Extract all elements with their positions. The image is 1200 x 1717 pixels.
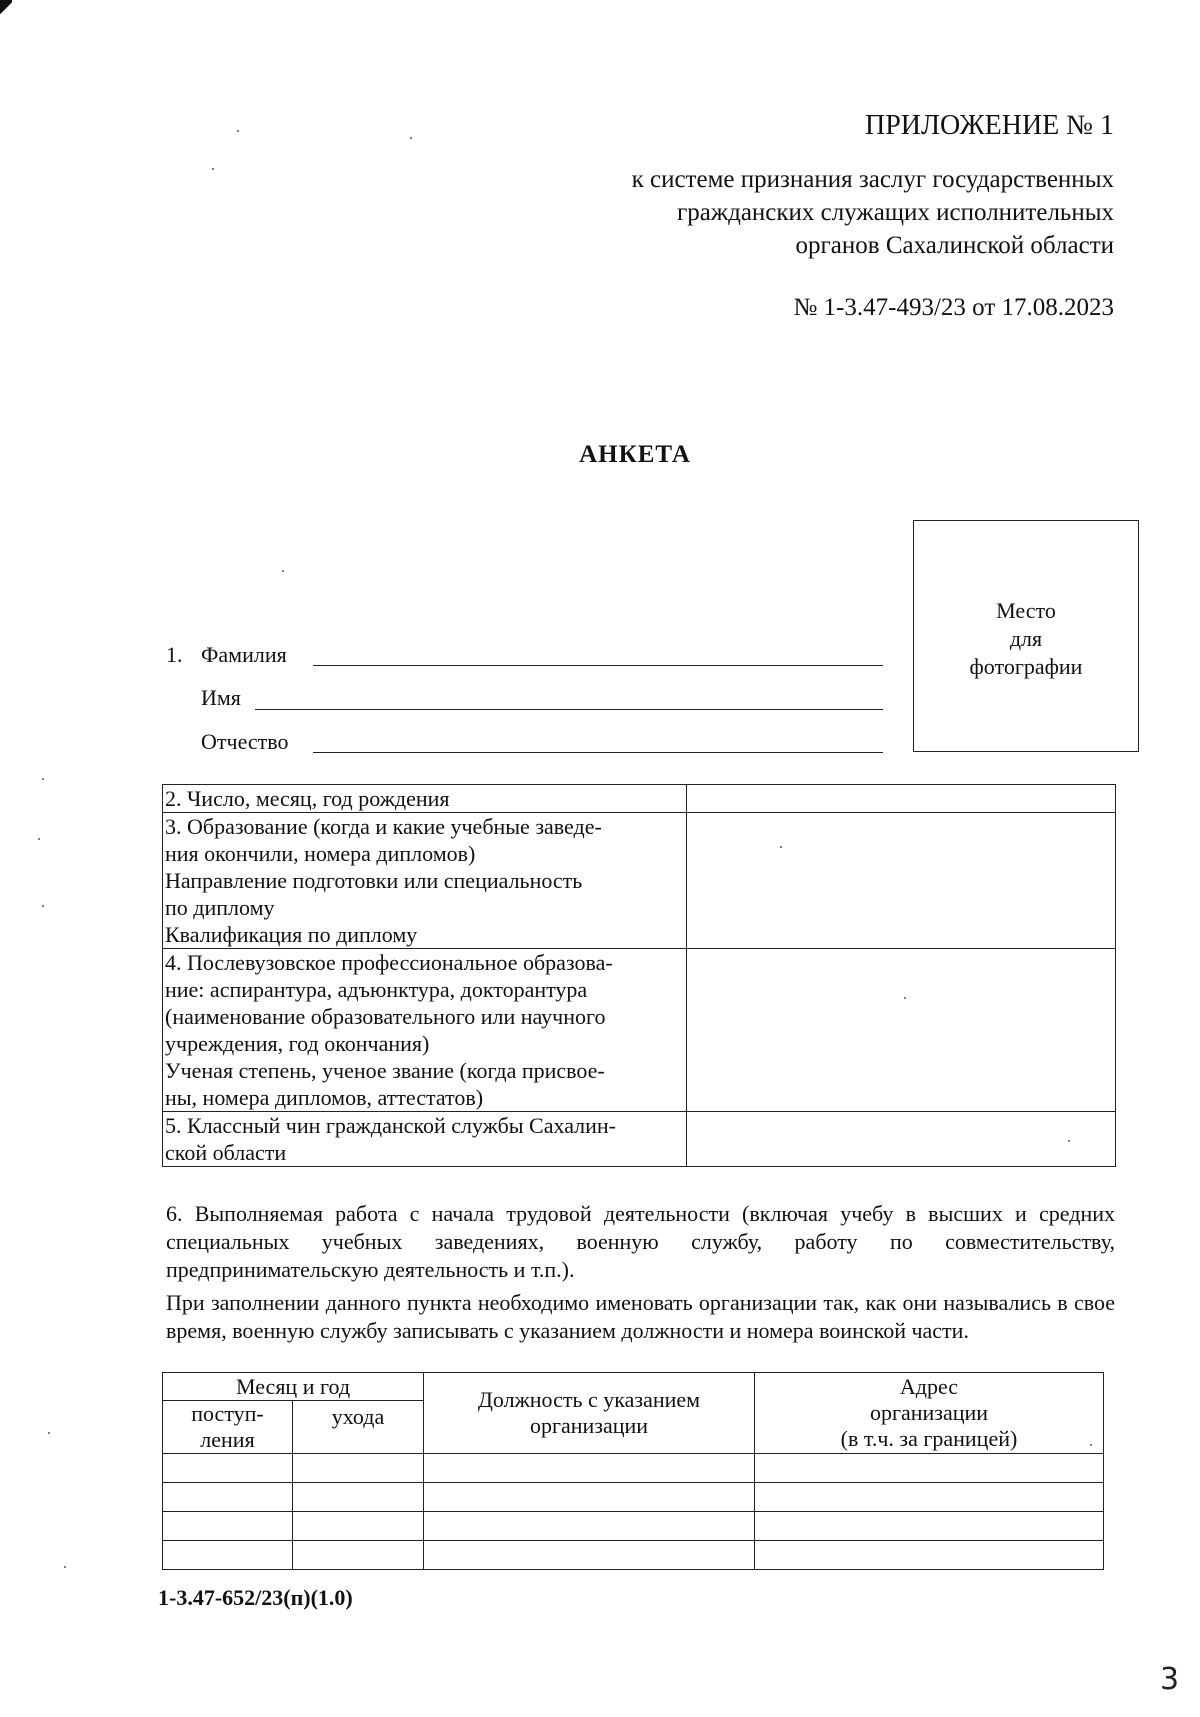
header-line: поступ- xyxy=(191,1401,264,1426)
surname-field[interactable] xyxy=(313,665,883,666)
table-cell[interactable] xyxy=(163,1483,293,1512)
section6-paragraph: 6. Выполняемая работа с начала трудовой деятельности (включая учебу в высших и средних специальных учебных заведениях, военную службу, работу по совместительству, предпринимательскую деятельность и т.п.). xyxy=(166,1201,1115,1282)
cell-text: ния окончили, номера дипломов) xyxy=(165,841,476,866)
scan-speck xyxy=(237,130,239,132)
cell-text-part: год xyxy=(288,1031,319,1056)
cell-text-part: окончания) xyxy=(324,1031,430,1056)
position-header xyxy=(424,1373,755,1454)
appendix-reference xyxy=(632,163,1114,262)
table-cell[interactable] xyxy=(163,1541,293,1570)
table-cell[interactable] xyxy=(424,1541,755,1570)
table-cell[interactable] xyxy=(424,1483,755,1512)
table-header-row xyxy=(163,1373,1104,1401)
appendix-line: органов Сахалинской области xyxy=(795,232,1114,259)
surname-label: Фамилия xyxy=(201,642,287,667)
table-cell[interactable] xyxy=(293,1512,424,1541)
table-row xyxy=(163,785,1116,813)
table-cell[interactable] xyxy=(424,1512,755,1541)
document-title: АНКЕТА xyxy=(579,441,691,468)
appendix-number: № 1-3.47-493/23 от 17.08.2023 xyxy=(793,294,1114,321)
scan-speck xyxy=(64,1566,66,1568)
table-row xyxy=(163,1512,1104,1541)
scan-speck xyxy=(48,1432,50,1434)
photo-placeholder xyxy=(913,520,1139,752)
first-name-field[interactable] xyxy=(255,709,883,710)
table-cell[interactable] xyxy=(424,1454,755,1483)
start-date-header xyxy=(163,1401,293,1454)
personal-info-table xyxy=(162,784,1116,1167)
cell-text: (наименование образовательного или научного xyxy=(165,1004,606,1029)
header-line: ления xyxy=(200,1427,255,1452)
appendix-line: к системе признания заслуг государственных xyxy=(631,166,1114,193)
scan-speck xyxy=(282,570,284,572)
table-cell[interactable] xyxy=(163,1454,293,1483)
table-cell[interactable] xyxy=(293,1483,424,1512)
patronymic-label: Отчество xyxy=(201,729,289,754)
cell-text: 5. Классный чин гражданской службы Сахалин- xyxy=(165,1113,617,1138)
scan-speck xyxy=(42,778,44,780)
photo-line: фотографии xyxy=(969,654,1083,679)
postgraduate-answer[interactable] xyxy=(687,949,1116,1112)
scan-corner-mark xyxy=(0,0,12,14)
header-line: (в т.ч. за границей) xyxy=(840,1426,1018,1451)
table-cell[interactable] xyxy=(293,1454,424,1483)
cell-text-part: ние: аспирантура, адъюнктура, докторантура xyxy=(165,977,588,1002)
page-number: 3 xyxy=(1160,1662,1180,1697)
patronymic-field[interactable] xyxy=(313,752,883,753)
table-cell[interactable] xyxy=(755,1541,1104,1570)
table-cell[interactable] xyxy=(293,1541,424,1570)
cell-text: 3. Образование (когда и какие учебные заведе- xyxy=(165,814,602,839)
header-line: организации xyxy=(529,1413,649,1438)
appendix-title: ПРИЛОЖЕНИЕ № 1 xyxy=(865,110,1114,141)
civil-rank-label xyxy=(163,1112,687,1167)
cell-text-part: учреждения, xyxy=(165,1031,284,1056)
table-row xyxy=(163,1454,1104,1483)
cell-text: Направление подготовки или специальность xyxy=(165,868,583,893)
table-row xyxy=(163,1483,1104,1512)
table-row xyxy=(163,1112,1116,1167)
table-row xyxy=(163,813,1116,949)
table-cell[interactable] xyxy=(163,1512,293,1541)
civil-rank-answer[interactable] xyxy=(687,1112,1116,1167)
photo-placeholder-text xyxy=(914,597,1138,681)
birth-date-answer[interactable] xyxy=(687,785,1116,813)
cell-text: по диплому xyxy=(165,895,275,920)
table-row xyxy=(163,1541,1104,1570)
postgraduate-label xyxy=(163,949,687,1112)
table-row xyxy=(163,949,1116,1112)
cell-text xyxy=(165,1030,683,1057)
address-header xyxy=(755,1373,1104,1454)
header-line: Адрес xyxy=(899,1374,959,1399)
table-cell[interactable] xyxy=(755,1454,1104,1483)
first-name-label: Имя xyxy=(201,685,241,710)
education-answer[interactable] xyxy=(687,813,1116,949)
table-cell[interactable] xyxy=(755,1512,1104,1541)
scan-speck xyxy=(38,838,40,840)
birth-date-label xyxy=(163,785,687,813)
scan-speck xyxy=(410,137,412,139)
table-cell[interactable] xyxy=(755,1483,1104,1512)
cell-text: 4. Послевузовское профессиональное образова- xyxy=(165,950,613,975)
month-year-header: Месяц и год xyxy=(163,1373,424,1401)
document-code: 1-3.47-652/23(п)(1.0) xyxy=(158,1585,353,1610)
appendix-line: гражданских служащих исполнительных xyxy=(676,199,1114,226)
scan-speck xyxy=(42,905,44,907)
end-date-header: ухода xyxy=(293,1401,424,1454)
work-history-table xyxy=(162,1372,1104,1570)
photo-line: для xyxy=(1009,626,1043,651)
header-line: Должность с указанием xyxy=(477,1387,701,1412)
cell-text: Квалификация по диплому xyxy=(165,922,418,947)
name-item-number: 1. xyxy=(166,642,183,667)
cell-text: ской области xyxy=(165,1140,287,1165)
education-label xyxy=(163,813,687,949)
photo-line: Место xyxy=(996,598,1056,623)
cell-text: 2. Число, месяц, год рождения xyxy=(165,786,450,811)
section6-instruction: При заполнении данного пункта необходимо именовать организации так, как они назывались в свое время, военную службу записывать с указанием должности и номера воинской части. xyxy=(166,1290,1115,1343)
scan-speck xyxy=(212,168,214,170)
cell-text xyxy=(165,976,683,1003)
cell-text: ны, номера дипломов, аттестатов) xyxy=(165,1085,484,1110)
header-line: организации xyxy=(869,1400,989,1425)
cell-text: Ученая степень, ученое звание (когда присвое- xyxy=(165,1058,605,1083)
